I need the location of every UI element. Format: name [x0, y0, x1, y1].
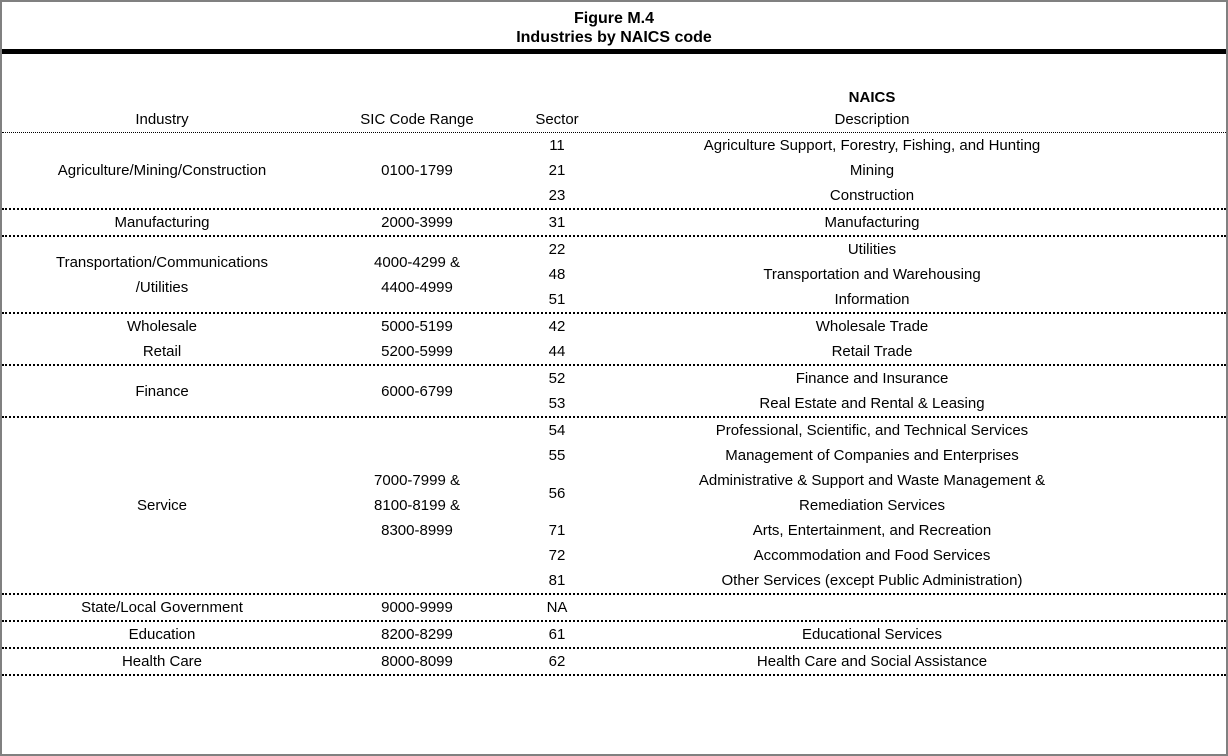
sic-label-line: 8300-8999 [381, 522, 453, 539]
sic-cell [322, 237, 512, 312]
sic-cell [322, 133, 512, 208]
sector-cell: 52 [548, 370, 566, 387]
industry-group-agriculture [2, 133, 1226, 208]
naics-label-row [2, 85, 1226, 106]
industry-label: Health Care [121, 653, 203, 670]
description-line: Administrative & Support and Waste Management & [698, 472, 1046, 489]
sector-cell: 54 [548, 422, 566, 439]
industry-cell: Retail [142, 343, 182, 360]
description-cell: Wholesale Trade [815, 318, 929, 335]
figure-number: Figure M.4 [573, 10, 654, 27]
industry-label-line: /Utilities [135, 278, 189, 296]
description-cell: Manufacturing [824, 214, 920, 231]
sector-cell: 81 [548, 572, 566, 589]
industry-group-transportation [2, 237, 1226, 312]
title-rule [2, 49, 1226, 54]
description-cell [602, 468, 1142, 518]
description-cell: Management of Companies and Enterprises [725, 447, 1019, 464]
industry-cell [2, 366, 322, 416]
naics-row [512, 133, 1142, 158]
naics-row [512, 622, 1142, 647]
group-separator [2, 674, 1226, 676]
table-row [2, 314, 1226, 339]
description-cell [602, 595, 1142, 620]
naics-column-label: NAICS [848, 89, 896, 106]
industry-cell [2, 622, 322, 647]
sic-label: 9000-9999 [381, 599, 453, 616]
naics-row [512, 543, 1142, 568]
description-cell: Real Estate and Rental & Leasing [759, 395, 985, 412]
industry-label-line: Transportation/Communications [55, 253, 269, 271]
naics-cell-stack [512, 237, 1142, 312]
industry-cell [2, 418, 322, 593]
naics-row [512, 183, 1142, 208]
sector-cell: 11 [549, 137, 565, 154]
industry-cell [2, 649, 322, 674]
sic-label-line: 7000-7999 & [374, 472, 460, 489]
sic-label-line: 8100-8199 & [374, 497, 460, 514]
sector-cell: 55 [548, 447, 566, 464]
sector-cell: 53 [548, 395, 566, 412]
sector-cell: 44 [548, 343, 566, 360]
sic-cell [322, 649, 512, 674]
industry-cell [2, 210, 322, 235]
naics-row [512, 391, 1142, 416]
industry-label: Education [128, 626, 196, 643]
description-cell: Agriculture Support, Forestry, Fishing, and Hunting [703, 137, 1041, 154]
description-cell: Finance and Insurance [795, 370, 949, 387]
naics-row [512, 158, 1142, 183]
sic-label: 2000-3999 [381, 214, 453, 231]
sic-cell [322, 595, 512, 620]
industry-group-manufacturing [2, 210, 1226, 235]
sector-cell: 72 [548, 547, 566, 564]
col-header-sic: SIC Code Range [360, 110, 474, 128]
col-header-industry: Industry [135, 110, 189, 128]
naics-row [512, 518, 1142, 543]
naics-row [512, 443, 1142, 468]
table-header-row [2, 106, 1226, 132]
description-cell: Other Services (except Public Administration) [721, 572, 1023, 589]
industry-label: Finance [135, 382, 189, 400]
figure-title: Industries by NAICS code [516, 29, 712, 46]
naics-cell-stack [512, 622, 1142, 647]
sector-cell: 21 [548, 162, 566, 179]
naics-row [512, 418, 1142, 443]
sic-cell [322, 418, 512, 593]
naics-row [512, 568, 1142, 593]
industry-group-service [2, 418, 1226, 593]
table-row [2, 339, 1226, 364]
sic-cell: 5200-5999 [381, 343, 453, 360]
naics-cell-stack [512, 649, 1142, 674]
sic-cell [322, 622, 512, 647]
description-cell: Information [834, 291, 910, 308]
industry-group-education [2, 622, 1226, 647]
description-cell: Transportation and Warehousing [763, 266, 981, 283]
industry-cell: Wholesale [126, 318, 198, 335]
naics-row [512, 287, 1142, 312]
col-header-description: Description [834, 110, 910, 128]
industry-cell [2, 595, 322, 620]
description-cell: Construction [829, 187, 915, 204]
sic-label: 6000-6799 [381, 382, 453, 400]
col-header-sector: Sector [535, 110, 579, 128]
sector-cell: 23 [548, 187, 566, 204]
figure-title-block [2, 2, 1226, 47]
industry-label: Service [136, 497, 188, 514]
sector-cell: 71 [548, 522, 566, 539]
sector-cell: 56 [548, 484, 566, 502]
sic-cell [322, 210, 512, 235]
sic-label: 8200-8299 [381, 626, 453, 643]
industry-group-wholesale-retail [2, 314, 1226, 364]
naics-cell-stack [512, 595, 1142, 620]
description-cell: Utilities [847, 241, 897, 258]
sic-label: 0100-1799 [381, 162, 453, 179]
naics-row [512, 649, 1142, 674]
sector-cell: 61 [548, 626, 566, 643]
naics-row [512, 237, 1142, 262]
description-cell: Accommodation and Food Services [753, 547, 991, 564]
sector-cell: 42 [548, 318, 566, 335]
industry-group-finance [2, 366, 1226, 416]
sector-cell: 51 [548, 291, 566, 308]
naics-cell-stack [512, 133, 1142, 208]
description-cell: Retail Trade [831, 343, 913, 360]
description-cell: Professional, Scientific, and Technical Services [715, 422, 1029, 439]
sector-cell: 31 [548, 214, 566, 231]
naics-row [512, 366, 1142, 391]
sector-cell: 48 [548, 266, 566, 283]
description-cell: Arts, Entertainment, and Recreation [752, 522, 992, 539]
sector-cell: 62 [548, 653, 566, 670]
description-line: Remediation Services [799, 497, 945, 514]
sic-cell: 5000-5199 [381, 318, 453, 335]
industry-group-health-care [2, 649, 1226, 674]
naics-cell-stack [512, 210, 1142, 235]
industry-cell [2, 133, 322, 208]
sic-label-line: 4000-4299 & [374, 253, 460, 271]
sic-label-line: 4400-4999 [381, 278, 453, 296]
naics-row [512, 595, 1142, 620]
sector-cell: 22 [548, 241, 566, 258]
sic-label: 8000-8099 [381, 653, 453, 670]
naics-row [512, 468, 1142, 518]
description-cell: Educational Services [801, 626, 943, 643]
naics-table [2, 85, 1226, 676]
naics-cell-stack [512, 366, 1142, 416]
naics-row [512, 262, 1142, 287]
naics-cell-stack [512, 418, 1142, 593]
description-cell: Health Care and Social Assistance [756, 653, 988, 670]
industry-label: State/Local Government [81, 599, 243, 616]
industry-cell [2, 237, 322, 312]
industry-group-government [2, 595, 1226, 620]
sic-cell [322, 366, 512, 416]
industry-label: Agriculture/Mining/Construction [57, 162, 267, 179]
naics-row [512, 210, 1142, 235]
sector-cell: NA [546, 599, 568, 616]
industry-label: Manufacturing [114, 214, 210, 231]
description-cell: Mining [849, 162, 895, 179]
